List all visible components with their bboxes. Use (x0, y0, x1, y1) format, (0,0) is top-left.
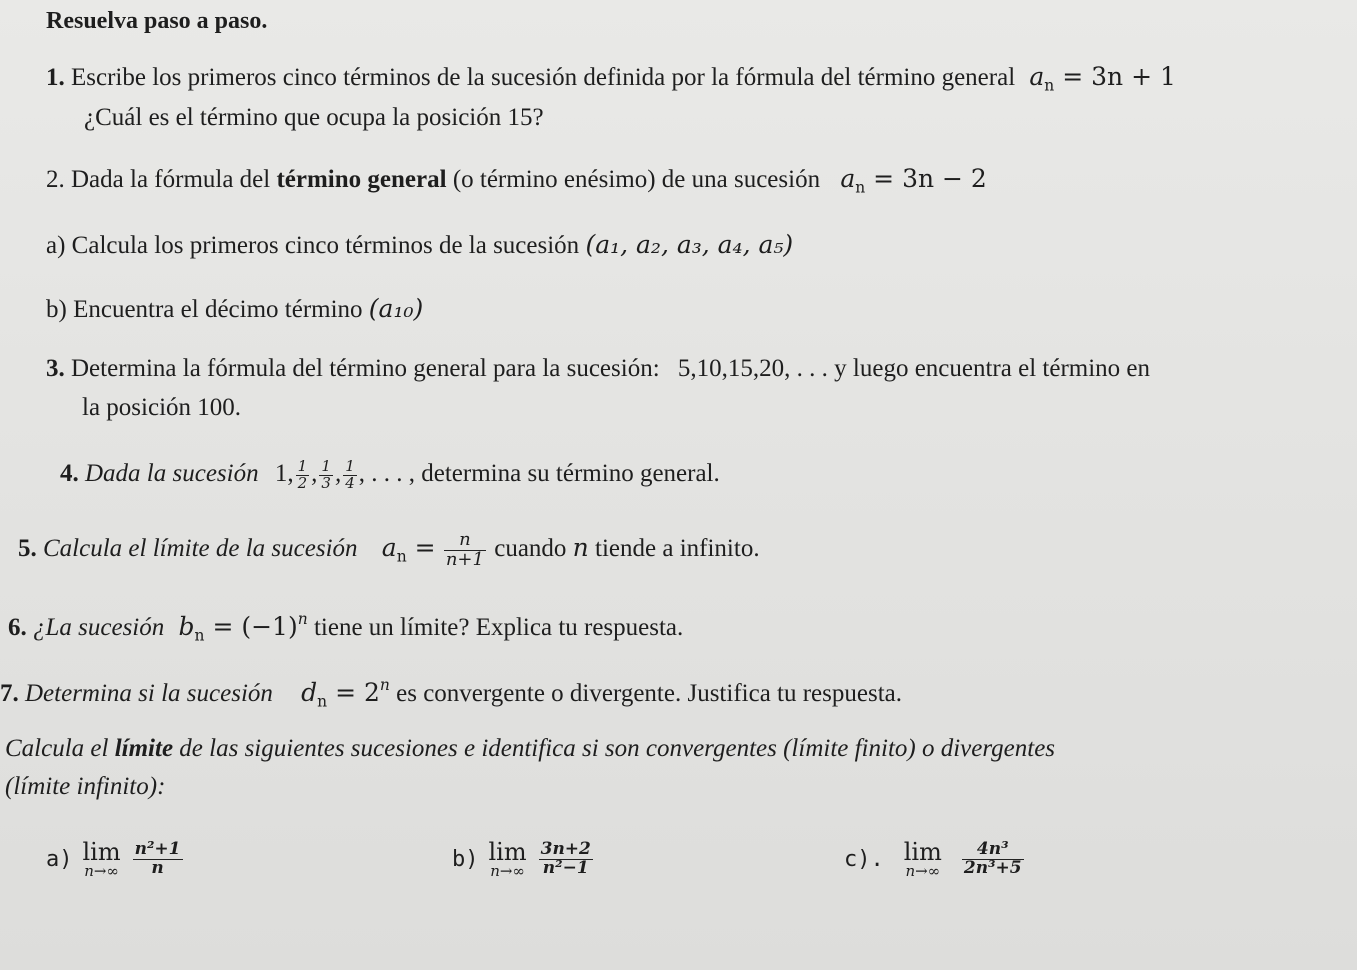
formula-rhs: = 3n − 2 (873, 164, 987, 193)
formula (1029, 62, 1176, 95)
sequence: 5,10,15,20, . . . (677, 355, 828, 382)
instruction-bold-term: límite (114, 735, 174, 762)
formula-var: a (1029, 62, 1045, 91)
formula (381, 533, 436, 566)
formula-rhs: = (−1) (212, 611, 298, 641)
formula-subscript: n (396, 547, 407, 566)
question-number: 3. (46, 355, 65, 382)
formula: (a₁, a₂, a₃, a₄, a₅) (585, 230, 794, 259)
question-5 (18, 526, 760, 578)
limit-operator: lim n→∞ (488, 838, 527, 880)
limit-operator: lim n→∞ (903, 838, 942, 880)
formula-superscript: n (297, 610, 308, 628)
exercise-label: a) (46, 847, 73, 872)
formula-subscript: n (194, 626, 205, 645)
instruction-text: de las siguientes sucesiones e identifica si son convergentes (límite finito) o divergentes (179, 735, 1056, 762)
question-number: 6. (8, 613, 27, 641)
limits-instruction-line2: (límite infinito): (5, 773, 166, 800)
question-text: Escribe los primeros cinco términos de la sucesión definida por la fórmula del término general (71, 64, 1016, 91)
question-3-line2: la posición 100. (82, 394, 242, 421)
limits-instruction (5, 734, 1055, 764)
question-text: a) Calcula los primeros cinco términos de la sucesión (46, 232, 580, 259)
limit-exercise-b (452, 840, 595, 879)
question-text: Determina si la sucesión (25, 679, 273, 707)
formula-var: b (178, 611, 195, 641)
sequence-ellipsis: , . . . , (358, 460, 415, 487)
formula-var: d (301, 677, 318, 707)
question-text: b) Encuentra el décimo término (46, 296, 363, 323)
question-1 (46, 62, 1176, 100)
question-text: 2. Dada la fórmula del (46, 166, 271, 193)
question-text: tiene un límite? Explica tu respuesta. (313, 613, 684, 641)
question-text: y luego encuentra el término en (834, 355, 1151, 382)
question-text: ¿La sucesión (33, 613, 165, 641)
question-2a (46, 230, 793, 261)
equals-sign: = (414, 533, 436, 562)
question-6 (8, 604, 683, 650)
limit-fraction: $\frac{3n+2}{\text{n²−1}}$ (540, 839, 591, 878)
worksheet-title: Resuelva paso a paso. (46, 8, 268, 34)
question-number: 7. (0, 679, 19, 707)
question-text: (o término enésimo) de una sucesión (452, 166, 821, 193)
formula (301, 676, 390, 711)
exercise-label: b) (452, 847, 479, 872)
limit-fraction: $\frac{\text{4n³}}{\text{2n³+5}}$ (963, 839, 1022, 878)
limit-exercise-c (844, 840, 1026, 879)
formula: (a₁₀) (368, 294, 424, 323)
formula-subscript: n (1044, 76, 1055, 95)
formula-subscript: n (317, 692, 328, 711)
question-7 (0, 670, 902, 716)
question-text: Determina la fórmula del término general para la sucesión: (71, 355, 660, 382)
question-text: tiende a infinito. (595, 535, 760, 562)
question-4: 4. Dada la sucesión 1, $\frac{1}{2}$ , $\frac{1}{3}$ , $\frac{1}{4}$ , . . . , determina su término general. (60, 457, 720, 492)
limit-operator: lim n→∞ (82, 838, 121, 880)
question-2 (46, 164, 987, 202)
formula-fraction: $\frac{n}{n+1}$ (445, 528, 484, 570)
question-number: 1. (46, 64, 65, 91)
question-bold-term: término general (276, 166, 447, 193)
formula-var: n (572, 533, 589, 562)
formula-rhs: = 2 (335, 677, 380, 707)
question-number: 4. (60, 460, 79, 487)
question-2b (46, 294, 423, 325)
formula-superscript: n (379, 676, 390, 694)
question-text: Dada la sucesión (85, 460, 259, 487)
formula-subscript: n (855, 178, 866, 197)
formula-var: a (840, 164, 856, 193)
formula (840, 164, 987, 197)
sequence-fraction: $\frac{1}{4}$ (345, 457, 355, 492)
question-text: determina su término general. (421, 460, 720, 487)
question-text: Calcula el límite de la sucesión (43, 535, 358, 562)
limit-fraction: $\frac{\text{n²+1}}{n}$ (134, 839, 181, 878)
sequence-fraction: $\frac{1}{2}$ (297, 457, 308, 492)
formula-var: a (381, 533, 397, 562)
sequence-first-term: 1, (274, 460, 294, 487)
question-1-line2: ¿Cuál es el término que ocupa la posición 15? (84, 104, 544, 131)
question-text: es convergente o divergente. Justifica tu respuesta. (396, 679, 902, 707)
formula (178, 610, 308, 645)
instruction-text: Calcula el (5, 735, 109, 762)
question-number: 5. (18, 535, 37, 562)
sequence-fraction: $\frac{1}{3}$ (321, 457, 331, 492)
question-3 (46, 354, 1150, 384)
exercise-label: c). (844, 847, 884, 872)
question-text: cuando (494, 535, 567, 562)
formula-rhs: = 3n + 1 (1062, 62, 1176, 91)
limit-exercise-a (46, 840, 185, 879)
